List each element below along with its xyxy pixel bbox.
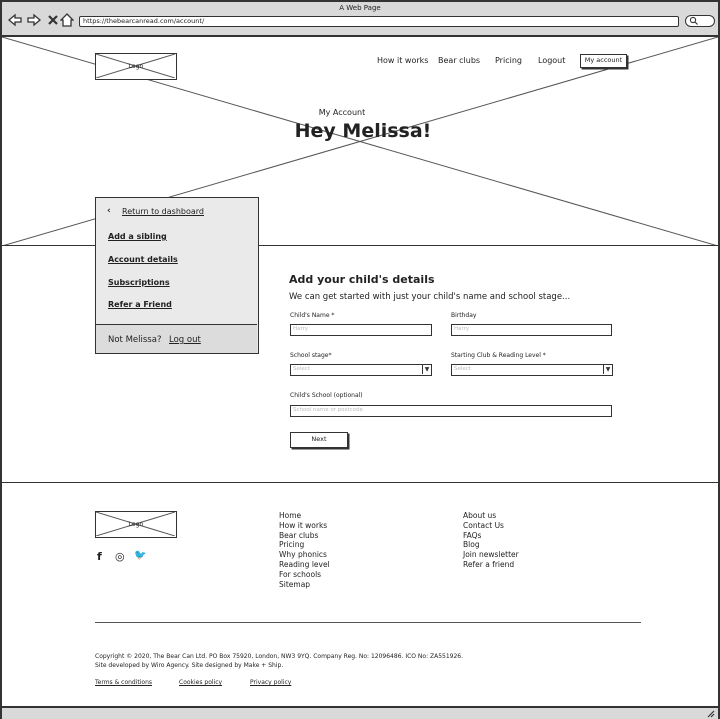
footer-link-join-newsletter[interactable]: Join newsletter [463, 550, 519, 560]
home-icon[interactable] [60, 13, 74, 27]
chevron-down-icon: ▼ [422, 365, 431, 374]
menu-item-refer-friend[interactable]: Refer a Friend [108, 300, 172, 309]
footer-link-pricing[interactable]: Pricing [279, 540, 305, 550]
privacy-policy-link[interactable]: Privacy policy [250, 679, 292, 686]
browser-toolbar [2, 2, 718, 37]
nav-how-it-works[interactable]: How it works [377, 56, 429, 65]
child-name-label: Child's Name * [290, 312, 335, 319]
account-menu [95, 197, 259, 354]
twitter-icon[interactable]: 🐦 [134, 550, 147, 561]
footer-link-faqs[interactable]: FAQs [463, 530, 482, 540]
return-to-dashboard-link[interactable]: Return to dashboard [122, 207, 204, 216]
chevron-down-icon: ▼ [603, 365, 612, 374]
starting-club-value: Select [454, 366, 471, 372]
cookies-policy-link[interactable]: Cookies policy [179, 679, 223, 686]
menu-footer [96, 324, 257, 353]
window-title: A Web Page [339, 4, 381, 12]
menu-item-account-details[interactable]: Account details [108, 255, 178, 264]
page-title: Hey Melissa! [294, 120, 432, 142]
form-heading: Add your child's details [289, 273, 435, 286]
form-subheading: We can get started with just your child's name and school stage... [289, 292, 571, 302]
school-stage-label: School stage* [290, 352, 332, 359]
footer-link-about-us[interactable]: About us [463, 511, 497, 520]
copyright-text [95, 653, 463, 670]
browser-search-button[interactable] [685, 15, 715, 27]
school-stage-value: Select [293, 366, 310, 372]
search-icon [689, 16, 699, 26]
facebook-icon[interactable]: f [97, 550, 102, 563]
menu-item-subscriptions[interactable]: Subscriptions [108, 278, 170, 287]
resize-grip-icon[interactable] [706, 709, 716, 718]
school-input[interactable]: School name or postcode [290, 405, 612, 417]
forward-arrow-icon[interactable] [27, 13, 41, 27]
back-arrow-icon[interactable] [8, 13, 22, 27]
school-label: Child's School (optional) [290, 392, 363, 399]
copyright-line-1: Copyright © 2020, The Bear Can Ltd. PO Box 75920, London, NW3 9YQ. Company Reg. No: 12096486. ICO No: ZA551926. [95, 653, 464, 660]
footer-links-col2 [463, 511, 519, 570]
footer-link-reading-level[interactable]: Reading level [279, 559, 330, 569]
copyright-line-2: Site developed by Wiro Agency. Site designed by Make + Ship. [95, 661, 284, 669]
terms-link[interactable]: Terms & conditions [95, 679, 153, 686]
footer-link-home[interactable]: Home [279, 511, 302, 520]
my-account-button[interactable]: My account [580, 54, 627, 68]
school-stage-select[interactable] [290, 364, 432, 376]
birthday-input[interactable]: Harry [451, 324, 612, 336]
child-name-input[interactable]: Harry [290, 324, 432, 336]
starting-club-select[interactable] [451, 364, 613, 376]
instagram-icon[interactable]: ◎ [115, 550, 125, 563]
footer-link-blog[interactable]: Blog [463, 540, 480, 550]
chevron-left-icon: ‹ [107, 206, 111, 216]
menu-item-add-sibling[interactable]: Add a sibling [108, 232, 167, 241]
nav-logout[interactable]: Logout [538, 56, 566, 65]
logout-link[interactable]: Log out [169, 335, 201, 345]
address-bar[interactable]: https://thebearcanread.com/account/ [79, 16, 679, 27]
birthday-label: Birthday [451, 312, 477, 319]
starting-club-label: Starting Club & Reading Level * [451, 352, 546, 359]
footer-link-bear-clubs[interactable]: Bear clubs [279, 530, 319, 540]
footer-link-for-schools[interactable]: For schools [279, 569, 322, 579]
nav-bear-clubs[interactable]: Bear clubs [438, 56, 481, 65]
footer-link-why-phonics[interactable]: Why phonics [279, 550, 327, 560]
footer-divider [2, 482, 718, 483]
footer-link-refer-friend[interactable]: Refer a friend [463, 559, 515, 569]
header-logo[interactable] [95, 53, 177, 80]
logo-text: Logo [128, 63, 144, 70]
hero-subtitle: My Account [318, 108, 366, 117]
logo-text: Logo [128, 521, 144, 528]
not-user-text: Not Melissa? [108, 335, 162, 345]
footer-link-sitemap[interactable]: Sitemap [279, 579, 311, 589]
footer-link-how-it-works[interactable]: How it works [279, 520, 328, 530]
footer-links-col1 [279, 511, 330, 589]
browser-status-bar [2, 706, 718, 719]
footer-rule [95, 622, 641, 623]
footer-logo[interactable] [95, 511, 177, 538]
nav-pricing[interactable]: Pricing [495, 56, 522, 65]
close-icon[interactable] [46, 13, 60, 27]
next-button[interactable]: Next [290, 432, 348, 448]
footer-link-contact-us[interactable]: Contact Us [463, 520, 504, 530]
